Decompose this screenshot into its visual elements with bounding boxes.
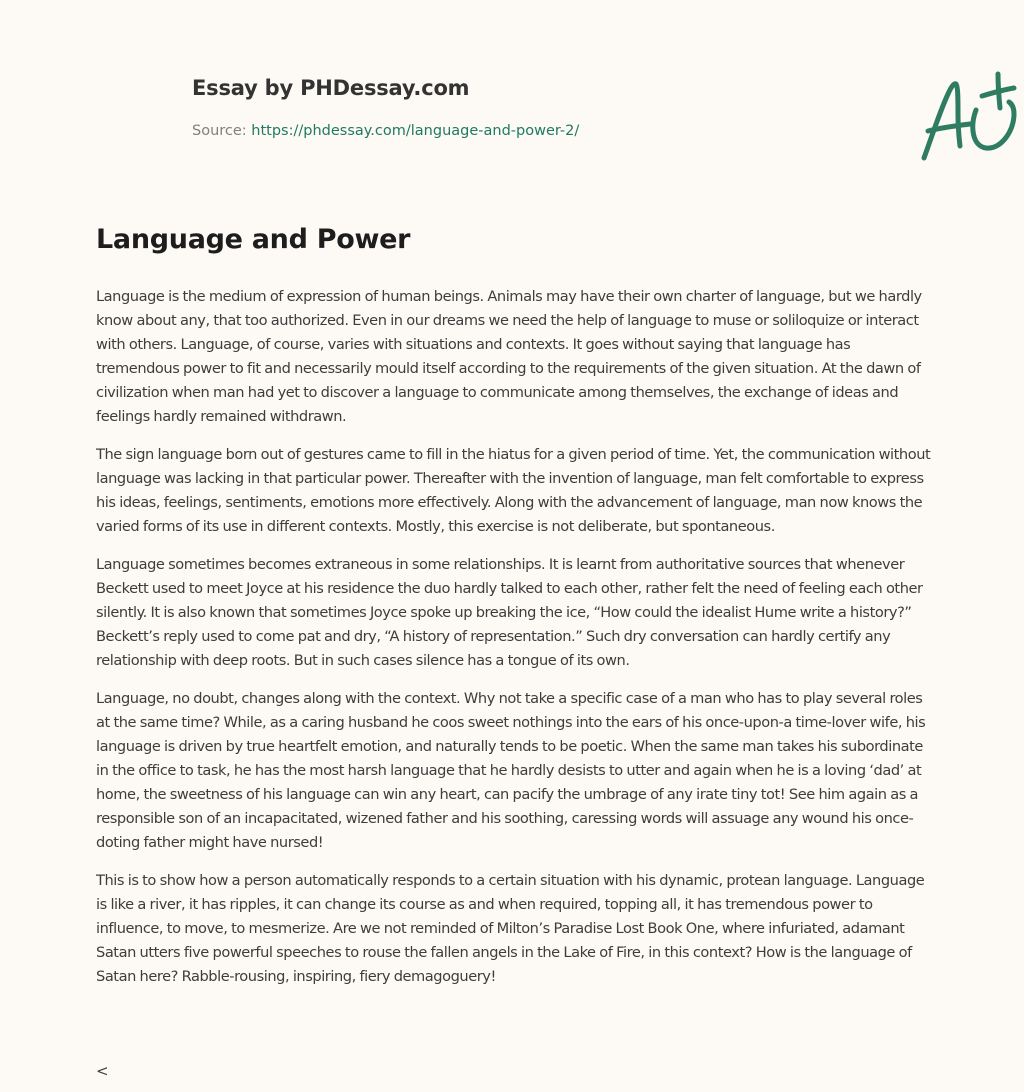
a-plus-grade-icon bbox=[914, 66, 1024, 166]
paragraph: Language, no doubt, changes along with the context. Why not take a specific case of a man who has to play several roles at the same time? While, as a caring husband he coos sweet nothings into the ears of his once-upon-a time-lover wife, his language is driven by true heartfelt emotion, and naturally tends to be poetic. When the same man takes his subordinate in the office to task, he has the most harsh language that he hardly desists to utter and again when he is a loving ‘dad’ at home, the sweetness of his language can win any heart, can pacify the umbrage of any irate tiny tot! See him again as a responsible son of an incapacitated, wizened father and his soothing, caressing words will assuage any wound his once-doting father might have nursed! bbox=[96, 690, 926, 851]
page-header bbox=[96, 0, 928, 200]
paragraph: Language sometimes becomes extraneous in some relationships. It is learnt from authoritative sources that whenever Beckett used to meet Joyce at his residence the duo hardly talked to each other, rather felt the need of feeling each other silently. It is also known that sometimes Joyce spoke up breaking the ice, “How could the idealist Hume write a history?” Beckett’s reply used to come pat and dry, “A history of representation.” Such dry conversation can hardly certify any relationship with deep roots. But in such cases silence has a tongue of its own. bbox=[96, 556, 923, 669]
article-title: Language and Power bbox=[96, 224, 411, 255]
source-line bbox=[192, 123, 579, 139]
source-label: Source: bbox=[192, 123, 247, 139]
paragraph: The sign language born out of gestures came to fill in the hiatus for a given period of time. Yet, the communication without language was lacking in that particular power. Thereafter with the invention of language, man felt comfortable to express his ideas, feelings, sentiments, emotions more effectively. Along with the advancement of language, man now knows the varied forms of its use in different contexts. Mostly, this exercise is not deliberate, but spontaneous. bbox=[96, 446, 931, 535]
paragraph: Language is the medium of expression of human beings. Animals may have their own charter of language, but we hardly know about any, that too authorized. Even in our dreams we need the help of language to muse or soliloquize or interact with others. Language, of course, varies with situations and contexts. It goes without saying that language has tremendous power to fit and necessarily mould itself according to the requirements of the given situation. At the dawn of civilization when man had yet to discover a language to communicate among themselves, the exchange of ideas and feelings hardly remained withdrawn. bbox=[96, 288, 922, 425]
paragraph: This is to show how a person automatically responds to a certain situation with his dynamic, protean language. Language is like a river, it has ripples, it can change its course as and when required, topping all, it has tremendous power to influence, to move, to mesmerize. Are we not reminded of Milton’s Paradise Lost Book One, where infuriated, adamant Satan utters five powerful speeches to rouse the fallen angels in the Lake of Fire, in this context? How is the language of Satan here? Rabble-rousing, inspiring, fiery demagoguery! bbox=[96, 872, 925, 985]
source-link[interactable]: https://phdessay.com/language-and-power-2/ bbox=[251, 123, 580, 139]
previous-page-link[interactable]: < bbox=[96, 1062, 109, 1080]
brand-title: Essay by PHDessay.com bbox=[192, 76, 470, 100]
article-body bbox=[96, 285, 932, 1003]
